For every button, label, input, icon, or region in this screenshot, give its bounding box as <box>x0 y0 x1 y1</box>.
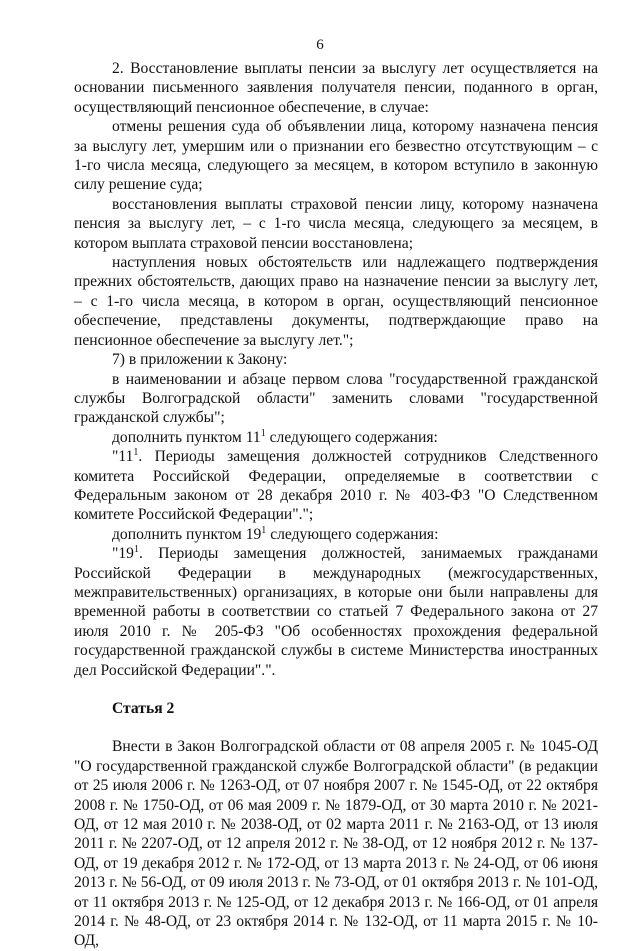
paragraph-restoration: 2. Восстановление выплаты пенсии за выслугу лет осуществляется на основании письменного заявления получателя пенсии, поданного в орган, осуществляющий пенсионное обеспечение, в случае: <box>74 60 598 116</box>
article-2-body: Внести в Закон Волгоградской области от 08 апреля 2005 г. № 1045-ОД "О государственной гражданской службе Волгоградской области" (в редакции от 25 июля 2006 г. № 1263-ОД, от 07 ноября 2007 г. № 1545-ОД, от 22 октября 2008 г. № 1750-ОД, от 06 мая 2009 г. № 1879-ОД, от 30 марта 2010 г. № 2021-ОД, от 12 мая 2010 г. № 2038-ОД, от 02 марта 2011 г. № 2163-ОД, от 13 июля 2011 г. № 2207-ОД, от 12 апреля 2012 г. № 38-ОД, от 12 ноября 2012 г. № 137-ОД, от 19 декабря 2012 г. № 172-ОД, от 13 марта 2013 г. № 24-ОД, от 06 июня 2013 г. № 56-ОД, от 09 июля 2013 г. № 73-ОД, от 01 октября 2013 г. № 101-ОД, от 11 октября 2013 г. № 125-ОД, от 12 декабря 2013 г. № 166-ОД, от 01 апреля 2014 г. № 48-ОД, от 23 октября 2014 г. № 132-ОД, от 11 марта 2015 г. № 10-ОД, <box>74 738 598 950</box>
paragraph-court-decision: отмены решения суда об объявлении лица, которому назначена пенсия за выслугу лет, умершим или о признании его безвестно отсутствующим – с 1-го числа месяца, следующего за месяцем, в котором вступило в законную силу решение суда; <box>74 118 598 194</box>
article-heading: Статья 2 <box>112 700 175 717</box>
item11-intro-after: следующего содержания: <box>265 428 438 446</box>
paragraph-add-item-11 <box>74 428 598 447</box>
paragraph-add-item-19 <box>74 525 598 544</box>
item11-intro-sup: 1 <box>260 427 266 439</box>
item19-intro-sup: 1 <box>261 524 267 536</box>
item11-quote-sup: 1 <box>133 446 139 458</box>
item19-quote-open: "19 <box>112 545 134 563</box>
quote-item-19 <box>74 544 598 680</box>
item11-quote-open: "11 <box>112 448 134 466</box>
item19-quote-text: . Периоды замещения должностей, занимаемых гражданами Российской Федерации в международных (межгосударственных, межправительственных) организациях, в которые они были направлены для временной работы в соответствии со статьей 7 Федерального закона от 27 июля 2010 г. № 205-ФЗ "Об особенностях прохождения федеральной государственной гражданской службы в системе Министерства иностранных дел Российской Федерации".". <box>74 545 598 679</box>
paragraph-appendix: 7) в приложении к Закону: <box>112 351 288 369</box>
paragraph-new-circumstances: наступления новых обстоятельств или надлежащего подтверждения прежних обстоятельств, дающих право на назначение пенсии за выслугу лет, – с 1-го числа месяца, в котором в орган, осуществляющий пенсионное обеспечение, представлены документы, подтверждающие право на пенсионное обеспечение за выслугу лет."; <box>74 254 598 349</box>
item19-quote-sup: 1 <box>133 543 139 555</box>
item11-quote-text: . Периоды замещения должностей сотрудников Следственного комитета Российской Федерации, определяемые в соответствии с Федеральным законом от 28 декабря 2010 г. № 403-ФЗ "О Следственном комитете Российской Федерации"."; <box>74 448 598 524</box>
quote-item-11 <box>74 447 598 525</box>
paragraph-naming: в наименовании и абзаце первом слова "государственной гражданской службы Волгоградской области" заменить словами "государственной гражданской службы"; <box>74 370 598 427</box>
document-body <box>74 59 598 951</box>
page-number: 6 <box>316 37 324 53</box>
paragraph-insurance-pension: восстановления выплаты страховой пенсии лицу, которому назначена пенсия за выслугу лет, – с 1-го числа месяца, следующего за месяцем, в котором выплата страховой пенсии восстановлена; <box>74 195 598 252</box>
item11-intro-before: дополнить пунктом 11 <box>112 428 261 446</box>
item19-intro-before: дополнить пунктом 19 <box>112 525 262 543</box>
item19-intro-after: следующего содержания: <box>266 525 439 543</box>
